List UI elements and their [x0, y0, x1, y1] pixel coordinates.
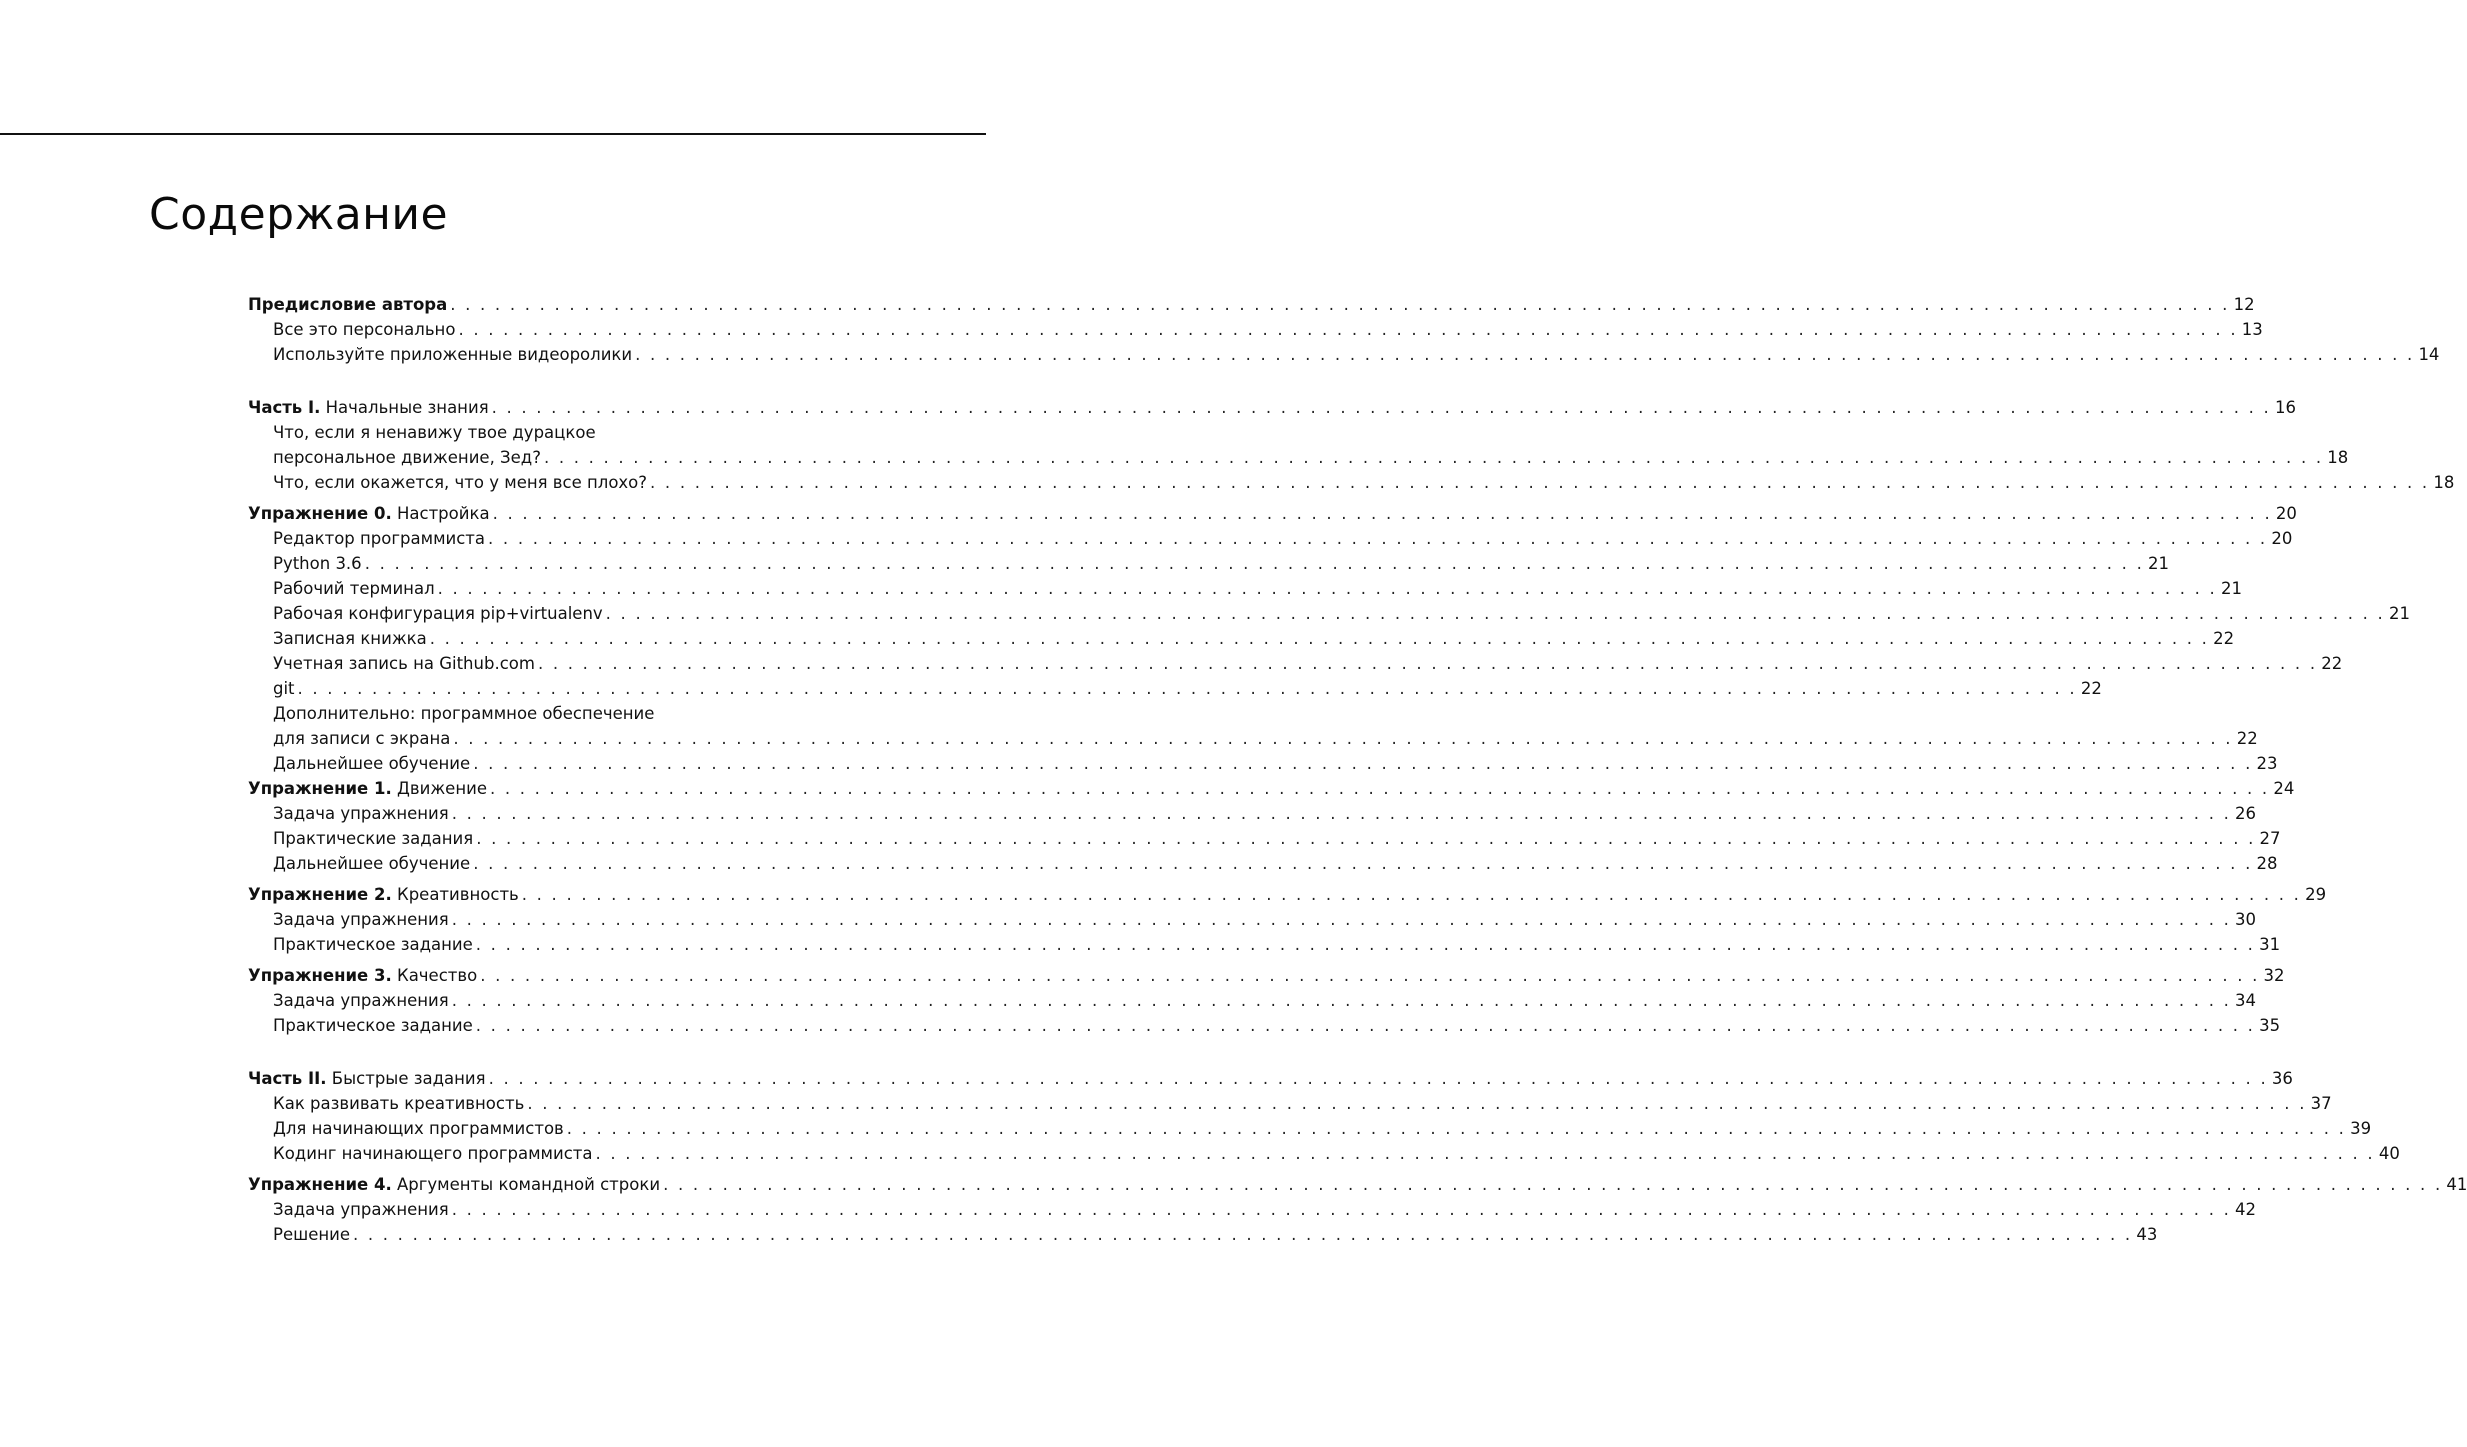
toc-subentry[interactable]	[248, 1197, 2257, 1222]
dot-leader: . . . . . . . . . . . . . . . . . . . . . . . . . . . . . . . . . . . . . . . . . . . . . . . . . . . . . . . . . . . . . . . . . . . . . . . . . . . . . . . . . . . . . . . . . . . . . . . . . . . . . . . . . . . . . . . . . . . . . . . .	[490, 779, 2270, 798]
toc-chapter-entry[interactable]	[248, 395, 2296, 420]
dot-leader: . . . . . . . . . . . . . . . . . . . . . . . . . . . . . . . . . . . . . . . . . . . . . . . . . . . . . . . . . . . . . . . . . . . . . . . . . . . . . . . . . . . . . . . . . . . . . . . . . . . . . . . . . . . . . . . . . . . . . . . .	[566, 1119, 2347, 1138]
toc-chapter-entry[interactable]	[248, 292, 2255, 317]
toc-page-number: 22	[2321, 654, 2343, 673]
dot-leader: . . . . . . . . . . . . . . . . . . . . . . . . . . . . . . . . . . . . . . . . . . . . . . . . . . . . . . . . . . . . . . . . . . . . . . . . . . . . . . . . . . . . . . . . . . . . . . . . . . . . . . . . . . . . . . . . . . . . . . . .	[521, 885, 2302, 904]
toc-entry-text: Креативность	[391, 885, 519, 904]
toc-subentry[interactable]	[248, 1141, 2400, 1166]
toc-entry-text: персональное движение, Зед?	[273, 448, 541, 467]
toc-page-number: 27	[2259, 829, 2281, 848]
toc-entry-title	[273, 676, 295, 701]
header-rule	[0, 133, 986, 135]
dot-leader: . . . . . . . . . . . . . . . . . . . . . . . . . . . . . . . . . . . . . . . . . . . . . . . . . . . . . . . . . . . . . . . . . . . . . . . . . . . . . . . . . . . . . . . . . . . . . . . . . . . . . . . . . . . . . . . . . . . . . . . .	[364, 554, 2145, 573]
dot-leader: . . . . . . . . . . . . . . . . . . . . . . . . . . . . . . . . . . . . . . . . . . . . . . . . . . . . . . . . . . . . . . . . . . . . . . . . . . . . . . . . . . . . . . . . . . . . . . . . . . . . . . . . . . . . . . . . . . . . . . . .	[475, 1016, 2256, 1035]
toc-entry-title	[248, 882, 519, 907]
dot-leader: . . . . . . . . . . . . . . . . . . . . . . . . . . . . . . . . . . . . . . . . . . . . . . . . . . . . . . . . . . . . . . . . . . . . . . . . . . . . . . . . . . . . . . . . . . . . . . . . . . . . . . . . . . . . . . . . . . . . . . . .	[635, 345, 2415, 364]
toc-entry-label: Упражнение 4.	[248, 1175, 392, 1194]
dot-leader: . . . . . . . . . . . . . . . . . . . . . . . . . . . . . . . . . . . . . . . . . . . . . . . . . . . . . . . . . . . . . . . . . . . . . . . . . . . . . . . . . . . . . . . . . . . . . . . . . . . . . . . . . . . . . . . . . . . . . . . .	[537, 654, 2318, 673]
toc-subentry[interactable]	[248, 676, 2102, 701]
toc-subentry[interactable]	[248, 1091, 2332, 1116]
dot-leader: . . . . . . . . . . . . . . . . . . . . . . . . . . . . . . . . . . . . . . . . . . . . . . . . . . . . . . . . . . . . . . . . . . . . . . . . . . . . . . . . . . . . . . . . . . . . . . . . . . . . . . . . . . . . . . . . . . . . . . . .	[605, 604, 2385, 623]
dot-leader: . . . . . . . . . . . . . . . . . . . . . . . . . . . . . . . . . . . . . . . . . . . . . . . . . . . . . . . . . . . . . . . . . . . . . . . . . . . . . . . . . . . . . . . . . . . . . . . . . . . . . . . . . . . . . . . . . . . . . . . .	[453, 729, 2233, 748]
toc-entry-title	[273, 726, 450, 751]
toc-page-number: 39	[2350, 1119, 2372, 1138]
dot-leader: . . . . . . . . . . . . . . . . . . . . . . . . . . . . . . . . . . . . . . . . . . . . . . . . . . . . . . . . . . . . . . . . . . . . . . . . . . . . . . . . . . . . . . . . . . . . . . . . . . . . . . . . . . . . . . . . . . . . . . . .	[480, 966, 2260, 985]
toc-entry-text: Задача упражнения	[273, 991, 449, 1010]
toc-chapter-entry[interactable]	[248, 501, 2297, 526]
toc-entry-title	[273, 851, 470, 876]
toc-entry-text: Рабочая конфигурация pip+virtualenv	[273, 604, 603, 623]
dot-leader: . . . . . . . . . . . . . . . . . . . . . . . . . . . . . . . . . . . . . . . . . . . . . . . . . . . . . . . . . . . . . . . . . . . . . . . . . . . . . . . . . . . . . . . . . . . . . . . . . . . . . . . . . . . . . . . . . . . . . . . .	[595, 1144, 2375, 1163]
toc-subentry[interactable]	[248, 445, 2349, 470]
toc-entry-text: Python 3.6	[273, 554, 362, 573]
toc-page-number: 28	[2256, 854, 2278, 873]
toc-page-number: 18	[2327, 448, 2349, 467]
toc-subentry[interactable]	[248, 726, 2258, 751]
toc-section	[248, 1172, 2467, 1247]
toc-entry-text: Используйте приложенные видеоролики	[273, 345, 633, 364]
toc-page-number: 32	[2263, 966, 2285, 985]
toc-subentry[interactable]	[248, 851, 2278, 876]
dot-leader: . . . . . . . . . . . . . . . . . . . . . . . . . . . . . . . . . . . . . . . . . . . . . . . . . . . . . . . . . . . . . . . . . . . . . . . . . . . . . . . . . . . . . . . . . . . . . . . . . . . . . . . . . . . . . . . . . . . . . . . .	[451, 1200, 2232, 1219]
toc-entry-title	[273, 988, 449, 1013]
toc-subentry[interactable]	[248, 988, 2257, 1013]
dot-leader: . . . . . . . . . . . . . . . . . . . . . . . . . . . . . . . . . . . . . . . . . . . . . . . . . . . . . . . . . . . . . . . . . . . . . . . . . . . . . . . . . . . . . . . . . . . . . . . . . . . . . . . . . . . . . . . . . . . . . . . .	[492, 504, 2272, 523]
toc-entry-text: Начальные знания	[320, 398, 489, 417]
dot-leader: . . . . . . . . . . . . . . . . . . . . . . . . . . . . . . . . . . . . . . . . . . . . . . . . . . . . . . . . . . . . . . . . . . . . . . . . . . . . . . . . . . . . . . . . . . . . . . . . . . . . . . . . . . . . . . . . . . . . . . . .	[473, 754, 2253, 773]
toc-subentry[interactable]	[248, 626, 2235, 651]
toc-entry-text: git	[273, 679, 295, 698]
toc-page-number: 43	[2136, 1225, 2158, 1244]
dot-leader: . . . . . . . . . . . . . . . . . . . . . . . . . . . . . . . . . . . . . . . . . . . . . . . . . . . . . . . . . . . . . . . . . . . . . . . . . . . . . . . . . . . . . . . . . . . . . . . . . . . . . . . . . . . . . . . . . . . . . . . .	[543, 448, 2324, 467]
toc-entry-title	[248, 1066, 486, 1091]
toc-entry-text: Дальнейшее обучение	[273, 854, 471, 873]
toc-entry-title	[248, 292, 447, 317]
toc-page-number: 22	[2213, 629, 2235, 648]
toc-chapter-entry[interactable]	[248, 963, 2285, 988]
toc-entry-title	[273, 801, 449, 826]
toc-chapter-entry[interactable]	[248, 1066, 2293, 1091]
toc-page-number: 21	[2389, 604, 2410, 623]
toc-entry-text: Качество	[391, 966, 478, 985]
toc-page-number: 41	[2446, 1175, 2467, 1194]
toc-page-number: 12	[2233, 295, 2255, 314]
toc-entry-text: Решение	[273, 1225, 351, 1244]
dot-leader: . . . . . . . . . . . . . . . . . . . . . . . . . . . . . . . . . . . . . . . . . . . . . . . . . . . . . . . . . . . . . . . . . . . . . . . . . . . . . . . . . . . . . . . . . . . . . . . . . . . . . . . . . . . . . . . . . . . . . . . .	[527, 1094, 2307, 1113]
toc-page-number: 40	[2378, 1144, 2400, 1163]
toc-entry-text: Дальнейшее обучение	[273, 754, 471, 773]
dot-leader: . . . . . . . . . . . . . . . . . . . . . . . . . . . . . . . . . . . . . . . . . . . . . . . . . . . . . . . . . . . . . . . . . . . . . . . . . . . . . . . . . . . . . . . . . . . . . . . . . . . . . . . . . . . . . . . . . . . . . . . .	[473, 854, 2253, 873]
toc-page-number: 36	[2271, 1069, 2293, 1088]
toc-entry-text: Задача упражнения	[273, 1200, 449, 1219]
toc-entry-text: Учетная запись на Github.com	[273, 654, 535, 673]
dot-leader: . . . . . . . . . . . . . . . . . . . . . . . . . . . . . . . . . . . . . . . . . . . . . . . . . . . . . . . . . . . . . . . . . . . . . . . . . . . . . . . . . . . . . . . . . . . . . . . . . . . . . . . . . . . . . . . . . . . . . . . .	[450, 295, 2230, 314]
toc-subentry[interactable]	[248, 932, 2281, 957]
toc-page-number: 37	[2310, 1094, 2332, 1113]
toc-page-number: 22	[2080, 679, 2102, 698]
toc-entry-text: для записи с экрана	[273, 729, 451, 748]
toc-entry-text: Кодинг начинающего программиста	[273, 1144, 593, 1163]
toc-page-number: 26	[2235, 804, 2257, 823]
toc-subentry[interactable]	[248, 551, 2170, 576]
toc-page-number: 22	[2236, 729, 2258, 748]
toc-entry-text: Задача упражнения	[273, 804, 449, 823]
toc-entry-text: Рабочий терминал	[273, 579, 435, 598]
toc-entry-title	[273, 826, 473, 851]
toc-entry-text: Все это персонально	[273, 320, 456, 339]
dot-leader: . . . . . . . . . . . . . . . . . . . . . . . . . . . . . . . . . . . . . . . . . . . . . . . . . . . . . . . . . . . . . . . . . . . . . . . . . . . . . . . . . . . . . . . . . . . . . . . . . . . . . . . . . . . . . . . . . . . . . . . .	[650, 473, 2430, 492]
dot-leader: . . . . . . . . . . . . . . . . . . . . . . . . . . . . . . . . . . . . . . . . . . . . . . . . . . . . . . . . . . . . . . . . . . . . . . . . . . . . . . . . . . . . . . . . . . . . . . . . . . . . . . . . . . . . . . . . . . . . . . . .	[451, 804, 2232, 823]
toc-page-number: 35	[2259, 1016, 2281, 1035]
toc-subentry[interactable]	[248, 317, 2263, 342]
toc-entry-title	[248, 1172, 660, 1197]
toc-entry-title	[273, 601, 603, 626]
dot-leader: . . . . . . . . . . . . . . . . . . . . . . . . . . . . . . . . . . . . . . . . . . . . . . . . . . . . . . . . . . . . . . . . . . . . . . . . . . . . . . . . . . . . . . . . . . . . . . . . . . . . . . . . . . . . . . . . . . . . . . . .	[451, 910, 2232, 929]
toc-entry-text: Как развивать креативность	[273, 1094, 525, 1113]
page-title: Содержание	[149, 189, 449, 240]
toc-page-number: 21	[2148, 554, 2170, 573]
toc-subentry[interactable]	[248, 526, 2293, 551]
toc-entry-title	[273, 751, 470, 776]
toc-page-number: 24	[2273, 779, 2295, 798]
toc-entry-title	[273, 317, 455, 342]
toc-page-number: 23	[2256, 754, 2278, 773]
toc-subentry[interactable]	[248, 576, 2242, 601]
toc-entry-title	[248, 963, 477, 988]
dot-leader: . . . . . . . . . . . . . . . . . . . . . . . . . . . . . . . . . . . . . . . . . . . . . . . . . . . . . . . . . . . . . . . . . . . . . . . . . . . . . . . . . . . . . . . . . . . . . . . . . . . . . . . . . . . . . . . . . . . . . . . .	[488, 529, 2268, 548]
table-of-contents	[248, 292, 2467, 1247]
dot-leader: . . . . . . . . . . . . . . . . . . . . . . . . . . . . . . . . . . . . . . . . . . . . . . . . . . . . . . . . . . . . . . . . . . . . . . . . . . . . . . . . . . . . . . . . . . . . . . . . . . . . . . . . . . . . . . . . . . . . . . . .	[476, 829, 2256, 848]
toc-page-number: 29	[2305, 885, 2327, 904]
toc-section	[248, 882, 2327, 957]
toc-section	[248, 963, 2285, 1038]
dot-leader: . . . . . . . . . . . . . . . . . . . . . . . . . . . . . . . . . . . . . . . . . . . . . . . . . . . . . . . . . . . . . . . . . . . . . . . . . . . . . . . . . . . . . . . . . . . . . . . . . . . . . . . . . . . . . . . . . . . . . . . .	[451, 991, 2232, 1010]
toc-subentry[interactable]	[248, 601, 2410, 626]
toc-page-number: 16	[2274, 398, 2296, 417]
toc-entry-text: Что, если окажется, что у меня все плохо?	[273, 473, 648, 492]
toc-subentry[interactable]	[248, 342, 2440, 367]
toc-page-number: 13	[2241, 320, 2263, 339]
toc-entry-text: Настройка	[391, 504, 490, 523]
toc-page-number: 20	[2271, 529, 2293, 548]
toc-entry-label: Упражнение 3.	[248, 966, 392, 985]
toc-entry-text: Аргументы командной строки	[391, 1175, 661, 1194]
toc-entry-label: Упражнение 2.	[248, 885, 392, 904]
toc-entry-title	[273, 342, 632, 367]
toc-entry-text: Практическое задание	[273, 1016, 473, 1035]
toc-subentry[interactable]	[248, 470, 2455, 495]
toc-page-number: 34	[2235, 991, 2257, 1010]
toc-page-number: 18	[2433, 473, 2455, 492]
toc-chapter-entry[interactable]	[248, 776, 2295, 801]
dot-leader: . . . . . . . . . . . . . . . . . . . . . . . . . . . . . . . . . . . . . . . . . . . . . . . . . . . . . . . . . . . . . . . . . . . . . . . . . . . . . . . . . . . . . . . . . . . . . . . . . . . . . . . . . . . . . . . . . . . . . . . .	[488, 1069, 2268, 1088]
toc-entry-label: Упражнение 1.	[248, 779, 392, 798]
toc-page-number: 42	[2235, 1200, 2257, 1219]
toc-chapter-entry[interactable]	[248, 882, 2327, 907]
toc-entry-text: Для начинающих программистов	[273, 1119, 564, 1138]
toc-entry-text: Практическое задание	[273, 935, 473, 954]
toc-section	[248, 501, 2410, 776]
toc-subentry[interactable]	[248, 907, 2257, 932]
toc-entry-label: Упражнение 0.	[248, 504, 392, 523]
toc-subentry[interactable]	[248, 1222, 2158, 1247]
toc-subentry[interactable]	[248, 651, 2343, 676]
toc-subentry[interactable]	[248, 751, 2278, 776]
toc-subentry[interactable]	[248, 801, 2257, 826]
toc-page-number: 14	[2418, 345, 2440, 364]
dot-leader: . . . . . . . . . . . . . . . . . . . . . . . . . . . . . . . . . . . . . . . . . . . . . . . . . . . . . . . . . . . . . . . . . . . . . . . . . . . . . . . . . . . . . . . . . . . . . . . . . . . . . . . . . . . . . . . . . . . . . . . .	[353, 1225, 2133, 1244]
toc-page-number: 30	[2235, 910, 2257, 929]
toc-entry-text: Записная книжка	[273, 629, 427, 648]
toc-entry-title	[273, 470, 647, 495]
toc-entry-text: Редактор программиста	[273, 529, 486, 548]
dot-leader: . . . . . . . . . . . . . . . . . . . . . . . . . . . . . . . . . . . . . . . . . . . . . . . . . . . . . . . . . . . . . . . . . . . . . . . . . . . . . . . . . . . . . . . . . . . . . . . . . . . . . . . . . . . . . . . . . . . . . . . .	[429, 629, 2210, 648]
toc-section	[248, 1066, 2400, 1166]
toc-entry-title	[273, 1116, 564, 1141]
dot-leader: . . . . . . . . . . . . . . . . . . . . . . . . . . . . . . . . . . . . . . . . . . . . . . . . . . . . . . . . . . . . . . . . . . . . . . . . . . . . . . . . . . . . . . . . . . . . . . . . . . . . . . . . . . . . . . . . . . . . . . . .	[297, 679, 2077, 698]
toc-section	[248, 395, 2455, 495]
toc-entry-title	[273, 626, 427, 651]
toc-entry-title	[248, 501, 490, 526]
toc-entry-title	[273, 551, 362, 576]
dot-leader: . . . . . . . . . . . . . . . . . . . . . . . . . . . . . . . . . . . . . . . . . . . . . . . . . . . . . . . . . . . . . . . . . . . . . . . . . . . . . . . . . . . . . . . . . . . . . . . . . . . . . . . . . . . . . . . . . . . . . . . .	[491, 398, 2271, 417]
toc-entry-title	[273, 576, 435, 601]
toc-entry-text: Задача упражнения	[273, 910, 449, 929]
dot-leader: . . . . . . . . . . . . . . . . . . . . . . . . . . . . . . . . . . . . . . . . . . . . . . . . . . . . . . . . . . . . . . . . . . . . . . . . . . . . . . . . . . . . . . . . . . . . . . . . . . . . . . . . . . . . . . . . . . . . . . . .	[458, 320, 2238, 339]
toc-subentry[interactable]	[248, 1013, 2281, 1038]
toc-entry-title	[273, 1141, 593, 1166]
toc-entry-title	[273, 651, 535, 676]
toc-entry-label: Часть II.	[248, 1069, 327, 1088]
toc-entry-title	[273, 445, 541, 470]
toc-entry-title	[248, 395, 489, 420]
toc-section	[248, 776, 2295, 876]
toc-page-number: 21	[2220, 579, 2242, 598]
dot-leader: . . . . . . . . . . . . . . . . . . . . . . . . . . . . . . . . . . . . . . . . . . . . . . . . . . . . . . . . . . . . . . . . . . . . . . . . . . . . . . . . . . . . . . . . . . . . . . . . . . . . . . . . . . . . . . . . . . . . . . . .	[437, 579, 2217, 598]
toc-entry-title	[273, 1222, 350, 1247]
toc-page-number: 31	[2259, 935, 2281, 954]
toc-section	[248, 292, 2440, 367]
toc-entry-text: Практические задания	[273, 829, 474, 848]
toc-page-number: 20	[2275, 504, 2297, 523]
toc-entry-title	[248, 776, 487, 801]
toc-entry-title	[273, 932, 473, 957]
toc-chapter-entry[interactable]	[248, 1172, 2467, 1197]
toc-entry-label: Предисловие автора	[248, 295, 448, 314]
toc-entry-title	[273, 1091, 524, 1116]
dot-leader: . . . . . . . . . . . . . . . . . . . . . . . . . . . . . . . . . . . . . . . . . . . . . . . . . . . . . . . . . . . . . . . . . . . . . . . . . . . . . . . . . . . . . . . . . . . . . . . . . . . . . . . . . . . . . . . . . . . . . . . .	[663, 1175, 2443, 1194]
toc-entry-first-line: Дополнительно: программное обеспечение	[273, 704, 655, 723]
toc-entry-title	[273, 1013, 473, 1038]
toc-entry-first-line: Что, если я ненавижу твое дурацкое	[273, 423, 596, 442]
toc-subentry[interactable]	[248, 1116, 2372, 1141]
toc-entry-title	[273, 907, 449, 932]
toc-entry-label: Часть I.	[248, 398, 321, 417]
toc-entry-text: Быстрые задания	[326, 1069, 486, 1088]
dot-leader: . . . . . . . . . . . . . . . . . . . . . . . . . . . . . . . . . . . . . . . . . . . . . . . . . . . . . . . . . . . . . . . . . . . . . . . . . . . . . . . . . . . . . . . . . . . . . . . . . . . . . . . . . . . . . . . . . . . . . . . .	[475, 935, 2256, 954]
toc-entry-title	[273, 526, 485, 551]
toc-subentry[interactable]	[248, 826, 2281, 851]
toc-entry-title	[273, 1197, 449, 1222]
toc-entry-text: Движение	[391, 779, 487, 798]
